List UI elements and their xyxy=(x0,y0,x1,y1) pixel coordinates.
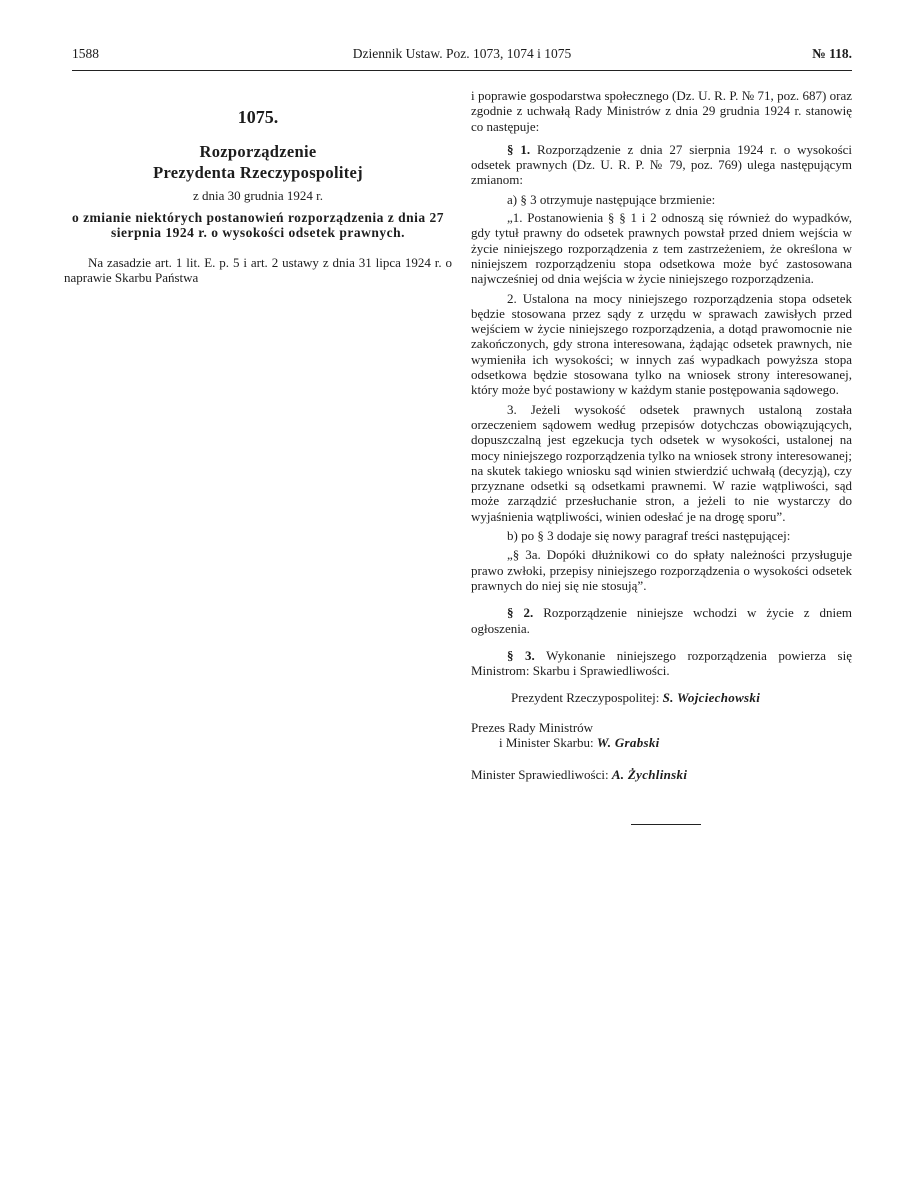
journal-title: Dziennik Ustaw. Poz. 1073, 1074 i 1075 xyxy=(352,46,572,61)
paragraph-1-label: § 1. xyxy=(507,141,531,157)
page-number: 1588 xyxy=(72,46,99,61)
justice-name: A. Żychlinski xyxy=(611,766,688,782)
act-title-line-2: Prezydenta Rzeczypospolitej xyxy=(153,163,363,183)
quoted-section-3-item-3: 3. Jeżeli wysokość odsetek prawnych ustaloną została orzeczeniem sądowem według przepisów dotychczas obowiązujących, dopuszczalną jest egzekucja tych odsetek w wysokości, ustalonej na mocy niniejszego rozporządzenia tylko na wniosek strony interesowanej; na skutek takiego wniosku sąd winien stwierdzić uchwałą (decyzją), czy przyznane odsetki są odsetkami prawnemi. W razie wątpliwości, sąd może zarządzić przesłuchanie stron, a jeżeli to nie wystarczy do wyjaśnienia wątpliwości, winien odesłać je na drogę sporu”. xyxy=(471,401,852,524)
prime-minister-name: W. Grabski xyxy=(596,735,660,751)
legal-basis: Na zasadzie art. 1 lit. E. p. 5 i art. 2 ustawy z dnia 31 lipca 1924 r. o naprawie Skarbu Państwa xyxy=(64,254,452,285)
treasury-role: i Minister Skarbu: xyxy=(499,735,594,751)
paragraph-1-text: Rozporządzenie z dnia 27 sierpnia 1924 r. o wysokości odsetek prawnych (Dz. U. R. P. № 79, poz. 769) ulega następującym zmianom: xyxy=(471,141,853,188)
paragraph-2 xyxy=(471,605,852,636)
right-column xyxy=(471,88,852,825)
act-subject: o zmianie niektórych postanowień rozporządzenia z dnia 27 sierpnia 1924 r. o wysokości odsetek prawnych. xyxy=(71,209,445,241)
act-date: z dnia 30 grudnia 1924 r. xyxy=(193,188,323,204)
paragraph-3-text: Wykonanie niniejszego rozporządzenia powierza się Ministrom: Skarbu i Sprawiedliwości. xyxy=(471,647,852,679)
quoted-section-3-item-1: „1. Postanowienia § § 1 i 2 odnoszą się również do wypadków, gdy tytuł prawny do odsetek prawnych powstał przed dniem wejścia w życie niniejszego rozporządzenia z tem zastrzeżeniem, że określona w niniejszem rozporządzeniu stopa odsetkowa może być zastosowana najwcześniej od dnia wejścia w życie niniejszego rozporządzenia. xyxy=(471,210,852,287)
act-title-line-1: Rozporządzenie xyxy=(199,142,317,162)
left-column xyxy=(64,88,452,285)
quoted-section-3a: „§ 3a. Dopóki dłużnikowi co do spłaty należności przysługuje prawo zwłoki, przepisy niniejszego rozporządzenia o wysokości odsetek prawnych do niej się nie stosują”. xyxy=(471,547,852,593)
point-a: a) § 3 otrzymuje następujące brzmienie: xyxy=(507,191,716,207)
paragraph-2-text: Rozporządzenie niniejsze wchodzi w życie z dniem ogłoszenia. xyxy=(471,605,853,636)
paragraph-1 xyxy=(471,142,852,188)
signature-prime-minister xyxy=(471,720,852,751)
header-rule xyxy=(72,70,852,71)
signature-justice-minister xyxy=(471,767,852,783)
signature-president xyxy=(511,690,852,706)
paragraph-3-label: § 3. xyxy=(507,647,535,663)
president-role: Prezydent Rzeczypospolitej: xyxy=(511,690,660,706)
end-rule xyxy=(631,824,701,825)
prime-minister-role: Prezes Rady Ministrów xyxy=(471,719,594,735)
act-number: 1075. xyxy=(237,107,279,127)
quoted-section-3-item-2: 2. Ustalona na mocy niniejszego rozporządzenia stopa odsetek będzie stosowana przez sądy z urzędu w sprawach zawisłych przed wejściem w życie niniejszego rozporządzenia, a dotąd prawomocnie nie zakończonych, gdy strona interesowana, żądając odsetek prawnych, nie wymieniła ich wysokości; w innych zaś wypadkach powyższa stopa odsetkowa będzie stosowana tylko na wniosek strony interesowanej, który może być postawiony w każdym stanie postępowania sądowego. xyxy=(471,290,852,398)
page-header xyxy=(72,46,852,68)
point-b: b) po § 3 dodaje się nowy paragraf treści następującej: xyxy=(507,528,791,544)
treasury-role-line xyxy=(499,735,852,751)
president-name: S. Wojciechowski xyxy=(662,690,761,706)
preamble-continuation: i poprawie gospodarstwa społecznego (Dz. U. R. P. № 71, poz. 687) oraz zgodnie z uchwałą Rady Ministrów z dnia 29 grudnia 1924 r. stanowię co następuje: xyxy=(471,88,852,134)
issue-number: № 118. xyxy=(812,46,852,61)
paragraph-3 xyxy=(471,648,852,679)
paragraph-2-label: § 2. xyxy=(507,605,534,621)
justice-role: Minister Sprawiedliwości: xyxy=(471,766,609,782)
